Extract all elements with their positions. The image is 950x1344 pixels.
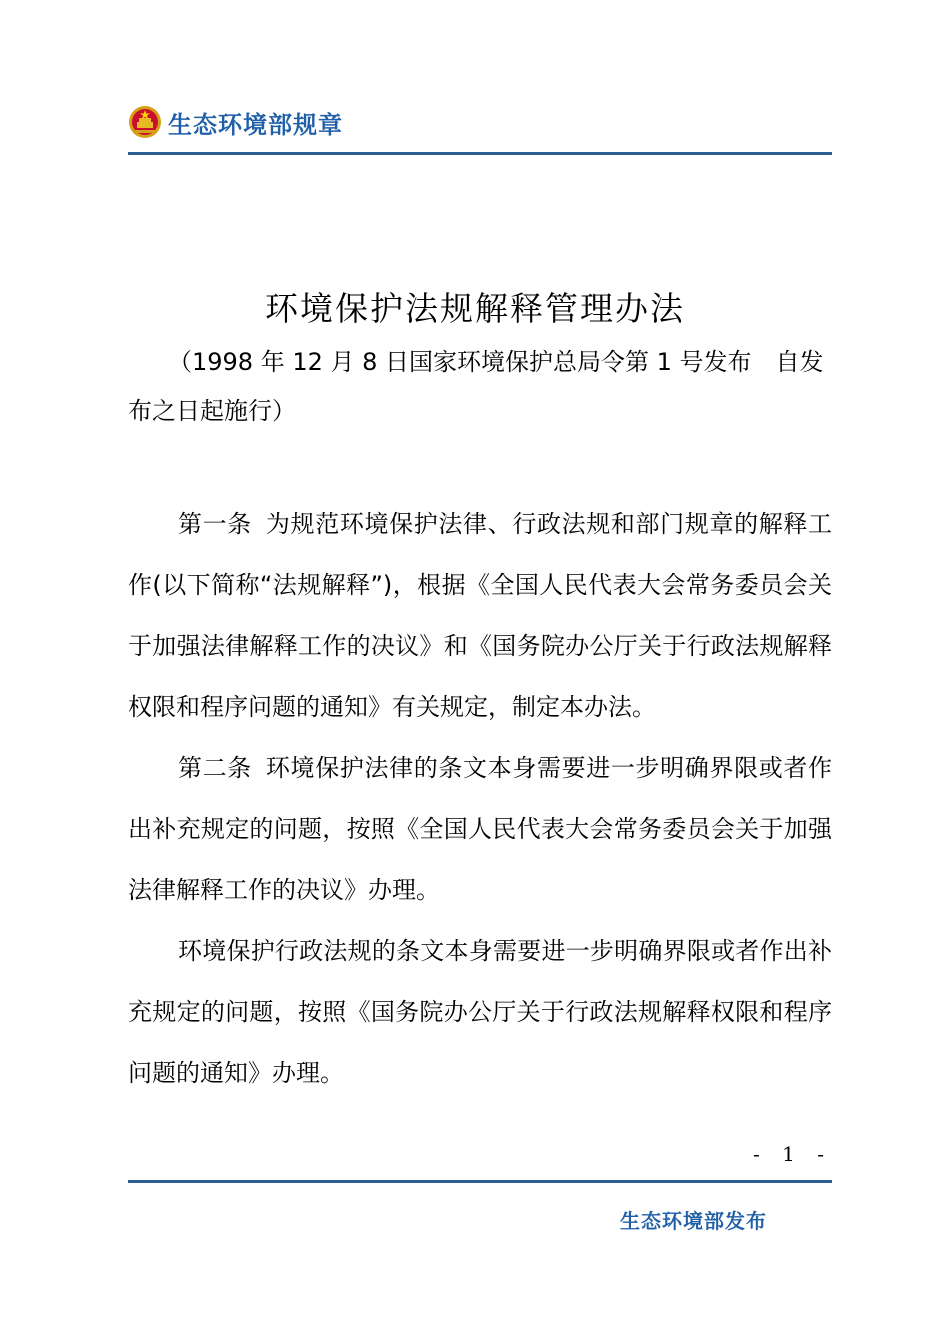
article-paragraph xyxy=(128,494,832,738)
article-text: 环境保护行政法规的条文本身需要进一步明确界限或者作出补充规定的问题，按照《国务院办公厅关于行政法规解释权限和程序问题的通知》办理。 xyxy=(128,937,832,1087)
document-title: 环境保护法规解释管理办法 xyxy=(265,289,685,328)
article-paragraph xyxy=(128,921,832,1104)
page-number: - 1 - xyxy=(753,1142,832,1166)
header-title: 生态环境部规章 xyxy=(168,110,343,139)
footer-divider xyxy=(128,1180,832,1183)
footer-publisher: 生态环境部发布 xyxy=(620,1209,767,1233)
article-text: 为规范环境保护法律、行政法规和部门规章的解释工作(以下简称“法规解释”)，根据《全国人民代表大会常务委员会关于加强法律解释工作的决议》和《国务院办公厅关于行政法规解释权限和程序问题的通知》有关规定，制定本办法。 xyxy=(128,510,833,721)
article-paragraph xyxy=(128,738,832,921)
article-number: 第一条 xyxy=(178,510,252,538)
page-header xyxy=(128,100,343,144)
article-number: 第二条 xyxy=(178,754,252,782)
document-body xyxy=(128,494,832,1104)
document-subtitle: （1998 年 12 月 8 日国家环境保护总局令第 1 号发布 自发布之日起施行） xyxy=(128,348,824,425)
national-emblem-icon xyxy=(128,105,162,139)
header-divider xyxy=(128,152,832,155)
article-text: 环境保护法律的条文本身需要进一步明确界限或者作出补充规定的问题，按照《全国人民代表大会常务委员会关于加强法律解释工作的决议》办理。 xyxy=(128,754,833,904)
